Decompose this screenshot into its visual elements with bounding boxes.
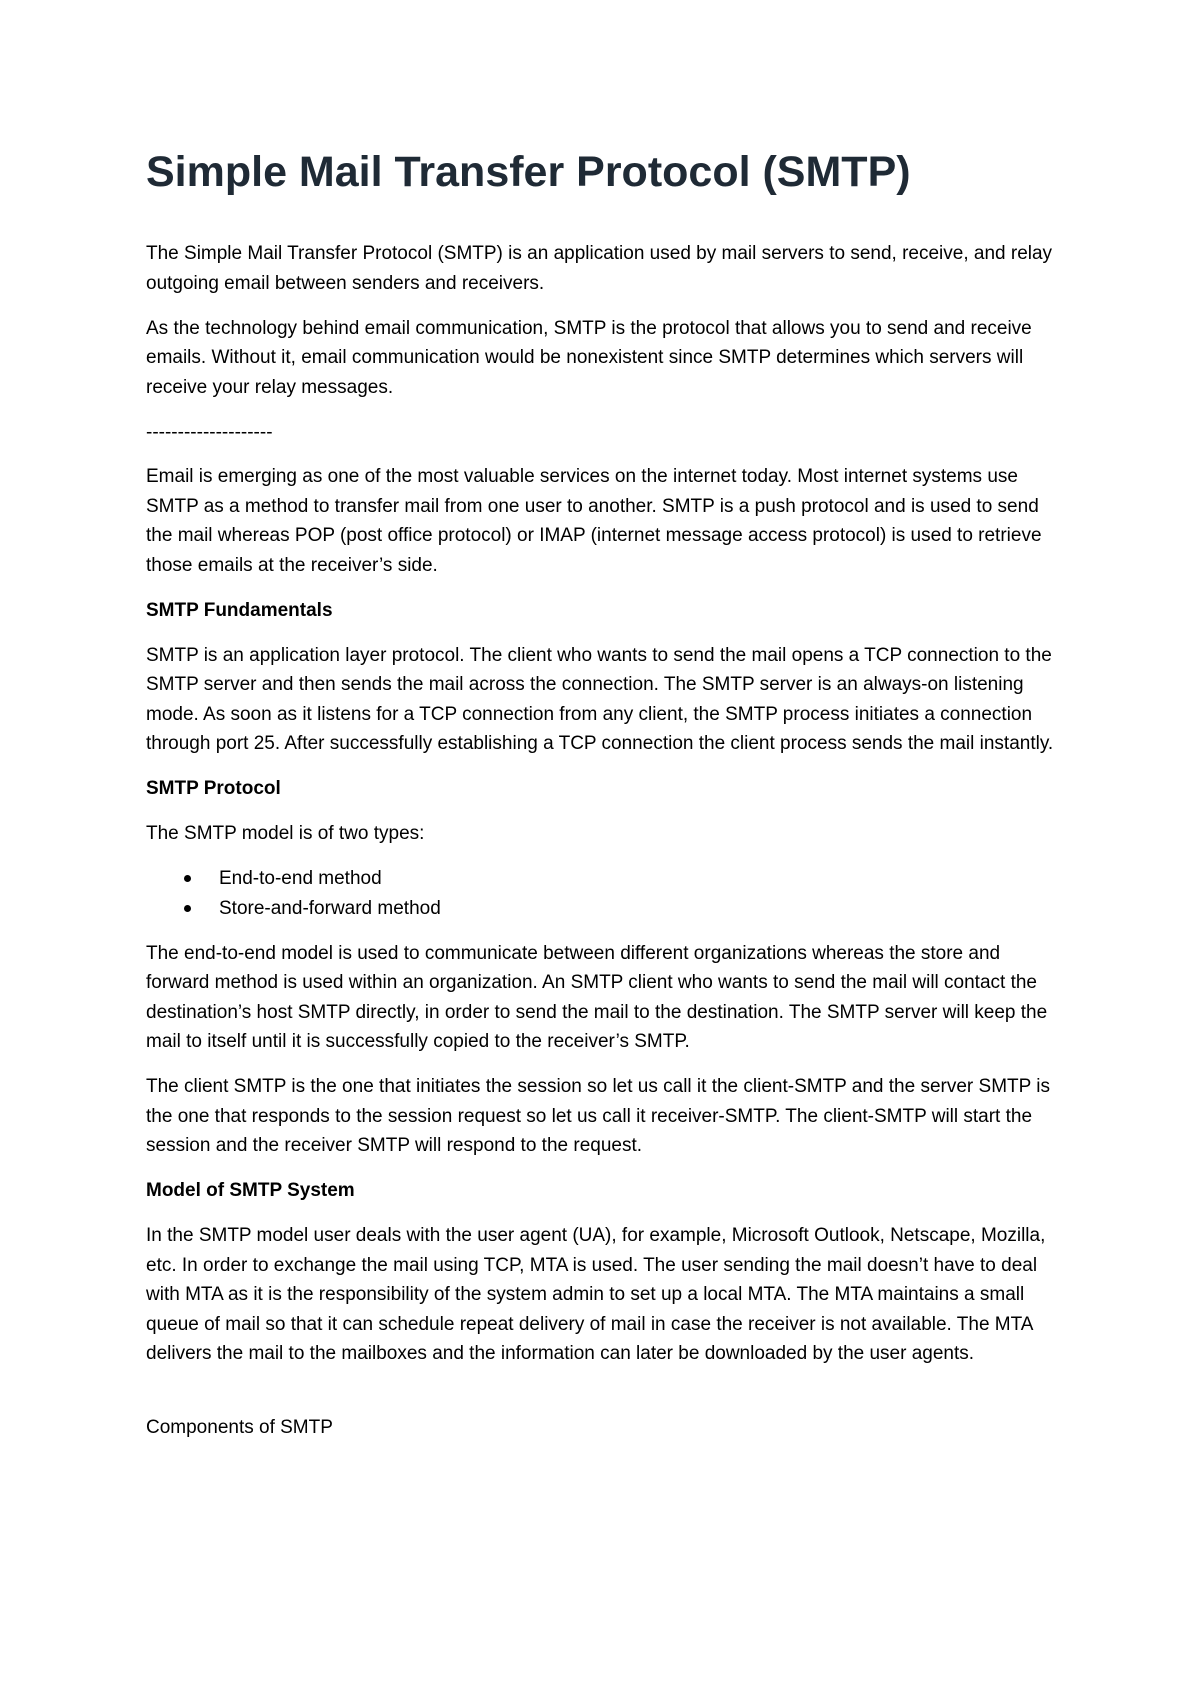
list-item	[219, 894, 1066, 924]
model-paragraph: In the SMTP model user deals with the user agent (UA), for example, Microsoft Outlook, Netscape, Mozilla, etc. In order to exchange the mail using TCP, MTA is used. The user sending the mail doesn’t have to deal with MTA as it is the responsibility of the system admin to set up a local MTA. The MTA maintains a small queue of mail so that it can schedule repeat delivery of mail in case the receiver is not available. The MTA delivers the mail to the mailboxes and the information can later be downloaded by the user agents.	[146, 1225, 1046, 1364]
components-label: Components of SMTP	[146, 1416, 333, 1438]
model-heading: Model of SMTP System	[146, 1180, 355, 1201]
list-item	[219, 864, 1066, 894]
list-item-text: End-to-end method	[219, 868, 382, 889]
protocol-paragraph-1: The end-to-end model is used to communicate between different organizations whereas the store and forward method is used within an organization. An SMTP client who wants to send the mail will contact the destination’s host SMTP directly, in order to send the mail to the destination. The SMTP server will keep the mail to itself until it is successfully copied to the receiver’s SMTP.	[146, 942, 1048, 1052]
fundamentals-paragraph: SMTP is an application layer protocol. The client who wants to send the mail opens a TCP connection to the SMTP server and then sends the mail across the connection. The SMTP server is an always-on listening mode. As soon as it listens for a TCP connection from any client, the SMTP process initiates a connection through port 25. After successfully establishing a TCP connection the client process sends the mail instantly.	[146, 644, 1054, 754]
list-item-text: Store-and-forward method	[219, 897, 441, 919]
smtp-model-types-list	[146, 864, 1066, 923]
intro-paragraph-1: The Simple Mail Transfer Protocol (SMTP) is an application used by mail servers to send, receive, and relay outgoing email between senders and receivers.	[146, 243, 1053, 294]
intro-paragraph-2: As the technology behind email communication, SMTP is the protocol that allows you to send and receive emails. Without it, email communication would be nonexistent since SMTP determines which servers will receive your relay messages.	[146, 317, 1032, 398]
page-title: Simple Mail Transfer Protocol (SMTP)	[146, 148, 911, 196]
protocol-heading: SMTP Protocol	[146, 778, 281, 799]
protocol-paragraph-2: The client SMTP is the one that initiates the session so let us call it the client-SMTP and the server SMTP is the one that responds to the session request so let us call it receiver-SMTP. The client-SMTP will start the session and the receiver SMTP will respond to the request.	[146, 1076, 1050, 1156]
separator-line: --------------------	[146, 421, 273, 443]
bullet-icon	[184, 875, 191, 882]
protocol-lead: The SMTP model is of two types:	[146, 823, 425, 844]
overview-paragraph: Email is emerging as one of the most valuable services on the internet today. Most internet systems use SMTP as a method to transfer mail from one user to another. SMTP is a push protocol and is used to send the mail whereas POP (post office protocol) or IMAP (internet message access protocol) is used to retrieve those emails at the receiver’s side.	[146, 466, 1042, 576]
document-body	[146, 239, 1066, 1458]
fundamentals-heading: SMTP Fundamentals	[146, 599, 333, 621]
bullet-icon	[184, 905, 191, 912]
